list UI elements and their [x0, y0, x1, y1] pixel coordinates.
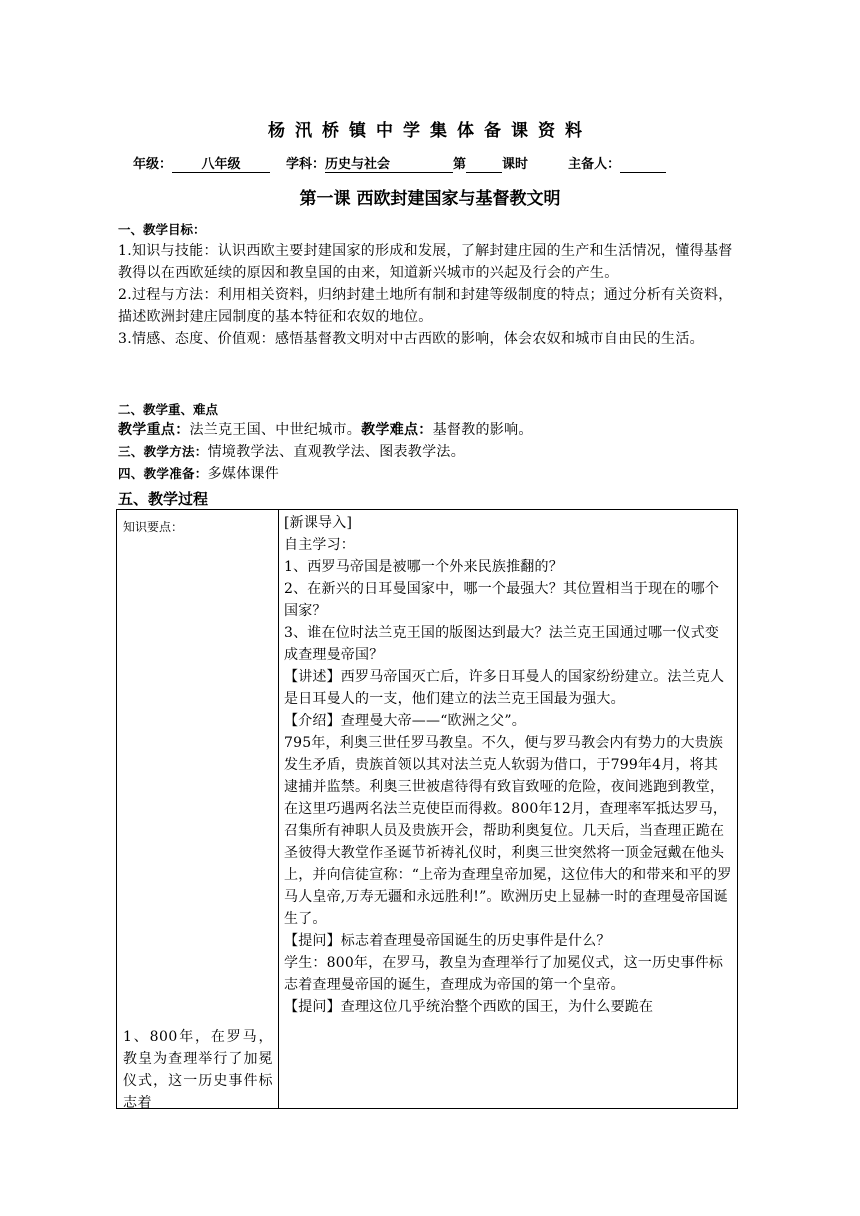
subject-value: 历史与社会 [325, 157, 453, 173]
goal-2: 2.过程与方法：利用相关资料，归纳封建土地所有制和封建等级制度的特点；通过分析有关资料，描述欧洲封建庄园制度的基本特征和农奴的地位。 [118, 287, 733, 325]
period-label-post: 课时 [502, 157, 529, 172]
knowledge-points-column [123, 518, 273, 1111]
knowledge-points-header: 知识要点： [123, 520, 184, 534]
period-label-pre: 第 [453, 157, 467, 172]
process-paragraph: [新课导入] [284, 515, 353, 531]
method-line [118, 441, 738, 463]
process-paragraph: 学生：800年，在罗马，教皇为查理举行了加冕仪式，这一历史事件标志着查理曼帝国的诞生，查理成为帝国的第一个皇帝。 [284, 955, 724, 993]
document-title: 杨汛桥镇中学集体备课资料 [268, 121, 592, 141]
prep-line [118, 463, 738, 485]
difficult-label: 教学难点： [361, 422, 433, 438]
process-paragraph: 【讲述】西罗马帝国灭亡后，许多日耳曼人的国家纷纷建立。法兰克人是日耳曼人的一支，他们建立的法兰克王国最为强大。 [284, 669, 725, 707]
preparer-label: 主备人： [568, 157, 621, 172]
key-label: 教学重点： [118, 422, 190, 438]
knowledge-point-1: 1、800年，在罗马，教皇为查理举行了加冕仪式，这一历史事件标志着 [123, 1029, 273, 1111]
process-paragraph: 2、在新兴的日耳曼国家中，哪一个最强大？其位置相当于现在的哪个国家？ [284, 581, 720, 619]
key-section [118, 400, 738, 485]
key-line [118, 419, 738, 441]
column-divider [278, 510, 279, 1108]
meta-line [133, 153, 666, 173]
grade-label: 年级： [133, 157, 173, 172]
process-paragraph: 【提问】查理这位几乎统治整个西欧的国王，为什么要跪在 [284, 999, 654, 1015]
prep-value: 多媒体课件 [207, 466, 280, 482]
goals-section [118, 220, 738, 350]
process-paragraph: 【介绍】查理曼大帝——“欧洲之父”。 [284, 713, 526, 729]
process-paragraph: 【提问】标志着查理曼帝国诞生的历史事件是什么？ [284, 933, 611, 949]
goal-3: 3.情感、态度、价值观：感悟基督教文明对中古西欧的影响，体会农奴和城市自由民的生活。 [118, 331, 704, 347]
method-label: 三、教学方法： [118, 444, 208, 459]
period-blank [466, 157, 502, 173]
grade-value: 八年级 [172, 157, 270, 173]
process-paragraph: 3、谁在位时法兰克王国的版图达到最大？法兰克王国通过哪一仪式变成查理曼帝国？ [284, 625, 720, 663]
teaching-process-table [116, 509, 738, 1109]
difficult-value: 基督教的影响。 [432, 422, 533, 438]
process-paragraph: 自主学习： [284, 537, 355, 553]
goals-heading: 一、教学目标： [118, 222, 206, 237]
process-heading: 五、教学过程 [118, 490, 209, 508]
process-paragraph: 795年，利奥三世任罗马教皇。不久，便与罗马教会内有势力的大贵族发生矛盾，贵族首领以其对法兰克人软弱为借口，于799年4月，将其逮捕并监禁。利奥三世被虐待得有致盲致哑的危险，夜间逃跑到教堂，在这里巧遇两名法兰克使臣而得救。800年12月，查理率军抵达罗马，召集所有神职人员及贵族开会，帮助利奥复位。几天后，当查理正跪在圣彼得大教堂作圣诞节祈祷礼仪时，利奥三世突然将一顶金冠戴在他头上，并向信徒宣称：“上帝为查理皇帝加冕，这位伟大的和带来和平的罗马人皇帝,万寿无疆和永远胜利!”。欧洲历史上显赫一时的查理曼帝国诞生了。 [284, 735, 732, 927]
method-value: 情境教学法、直观教学法、图表教学法。 [207, 444, 466, 460]
key-heading: 二、教学重、难点 [118, 402, 219, 417]
preparer-blank [620, 157, 666, 173]
goal-1: 1.知识与技能：认识西欧主要封建国家的形成和发展，了解封建庄园的生产和生活情况，懂得基督教得以在西欧延续的原因和教皇国的由来，知道新兴城市的兴起及行会的产生。 [118, 243, 733, 281]
process-paragraph: 1、西罗马帝国是被哪一个外来民族推翻的？ [284, 559, 563, 575]
lesson-title: 第一课 西欧封建国家与基督教文明 [299, 189, 561, 209]
key-value: 法兰克王国、中世纪城市。 [189, 422, 362, 438]
prep-label: 四、教学准备： [118, 466, 208, 481]
subject-label: 学科： [286, 157, 326, 172]
process-content-column [284, 512, 732, 1018]
